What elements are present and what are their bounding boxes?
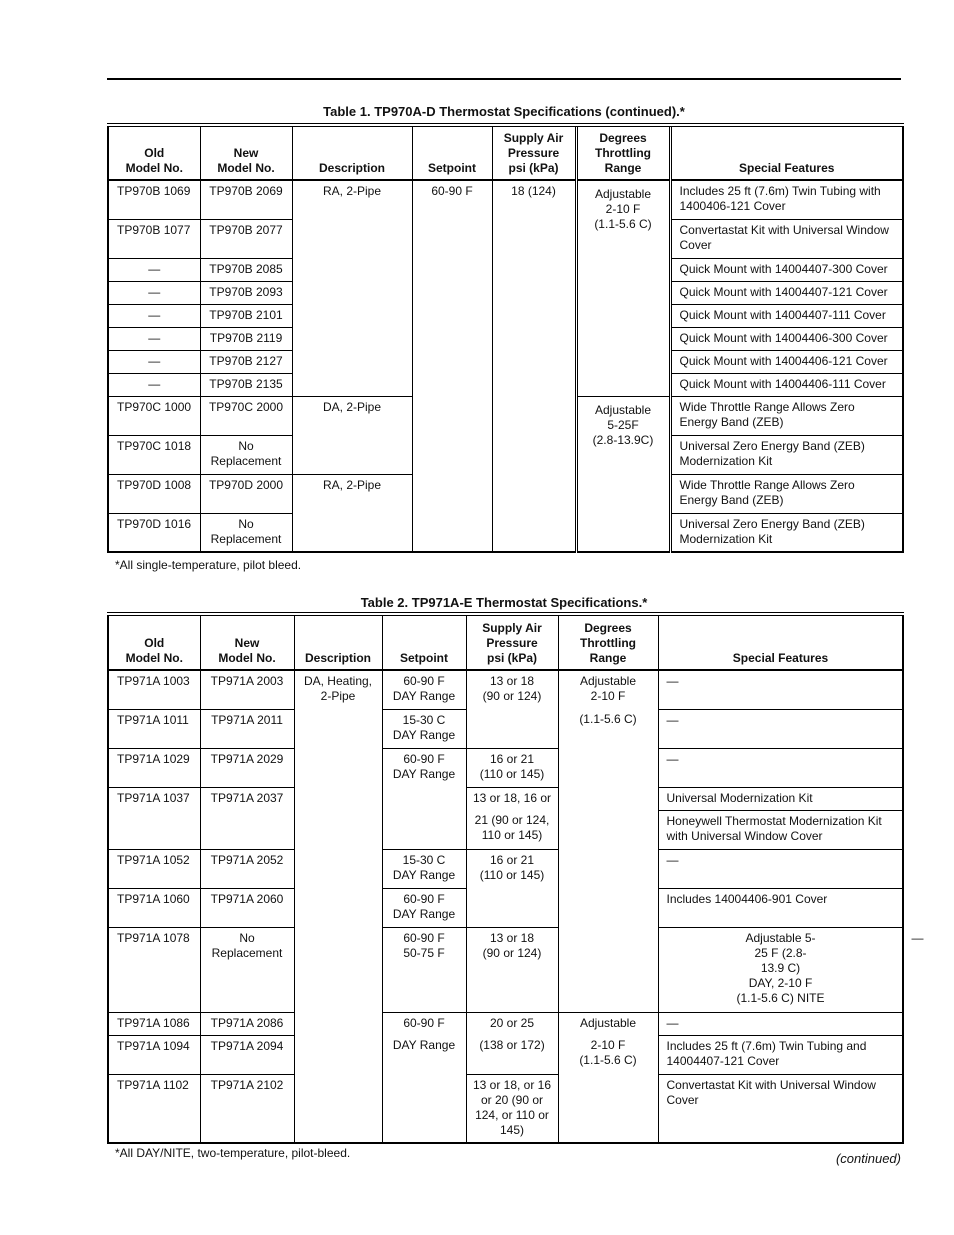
t1-old: — xyxy=(108,281,200,304)
t1-feature: Quick Mount with 14004407-300 Cover xyxy=(670,258,903,281)
t2-feature: — xyxy=(658,1012,903,1035)
t1-description: RA, 2-Pipe xyxy=(292,180,412,396)
t2-header-throttle: Degrees Throttling Range xyxy=(558,614,658,670)
t2-old: TP971A 1060 xyxy=(108,888,200,927)
t1-new: TP970B 2119 xyxy=(200,327,292,350)
t2-header-setpoint: Setpoint xyxy=(382,614,466,670)
t2-new: TP971A 2037 xyxy=(200,787,294,849)
t1-feature: Includes 25 ft (7.6m) Twin Tubing with 1400406-121 Cover xyxy=(670,180,903,219)
t1-new: TP970B 2135 xyxy=(200,373,292,396)
t2-setpoint: 60-90 F 50-75 F xyxy=(382,927,466,1012)
t2-pressure: 13 or 18 (90 or 124) xyxy=(466,927,558,1012)
t2-new: TP971A 2086 xyxy=(200,1012,294,1035)
t1-new: TP970B 2127 xyxy=(200,350,292,373)
t2-new: TP971A 2029 xyxy=(200,748,294,787)
t2-pressure: 13 or 18, or 16 or 20 (90 or 124, or 110 or 145) xyxy=(466,1074,558,1143)
t1-header-setpoint: Setpoint xyxy=(412,125,492,180)
t1-feature: Quick Mount with 14004407-121 Cover xyxy=(670,281,903,304)
t1-header-description: Description xyxy=(292,125,412,180)
t2-old: TP971A 1037 xyxy=(108,787,200,849)
t2-feature: Convertastat Kit with Universal Window Cover xyxy=(658,1074,903,1143)
t2-pressure: 16 or 21 (110 or 145) xyxy=(466,849,558,927)
table1 xyxy=(107,123,904,553)
t2-old: TP971A 1029 xyxy=(108,748,200,787)
t1-old: TP970B 1069 xyxy=(108,180,200,219)
t2-new: TP971A 2011 xyxy=(200,709,294,748)
t1-old: — xyxy=(108,373,200,396)
t2-setpoint: 60-90 F DAY Range xyxy=(382,670,466,709)
t1-old: TP970B 1077 xyxy=(108,219,200,258)
t1-new: TP970B 2085 xyxy=(200,258,292,281)
t2-feature: — xyxy=(658,670,903,709)
t2-old: TP971A 1052 xyxy=(108,849,200,888)
t2-feature: — xyxy=(658,849,903,888)
t2-setpoint: 60-90 F DAY Range xyxy=(382,748,466,849)
t1-header-new: New Model No. xyxy=(200,125,292,180)
table1-caption: Table 1. TP970A-D Thermostat Specifications (continued).* xyxy=(323,104,685,119)
t2-pressure: 20 or 25 xyxy=(466,1012,558,1035)
t1-throttle: Adjustable 2-10 F (1.1-5.6 C) xyxy=(576,180,670,396)
t2-description: DA, Heating, 2-Pipe xyxy=(294,670,382,1143)
t2-header-description: Description xyxy=(294,614,382,670)
t2-setpoint: DAY Range xyxy=(382,1035,466,1143)
t1-new: TP970B 2069 xyxy=(200,180,292,219)
top-rule xyxy=(107,78,901,80)
t2-feature: Honeywell Thermostat Modernization Kit with Universal Window Cover xyxy=(658,810,903,849)
t2-throttle: (1.1-5.6 C) xyxy=(558,709,658,1012)
t1-new: No Replacement xyxy=(200,513,292,552)
table1-footnote: *All single-temperature, pilot bleed. xyxy=(115,558,302,572)
t1-old: TP970D 1016 xyxy=(108,513,200,552)
t2-header-old: Old Model No. xyxy=(108,614,200,670)
t2-new: TP971A 2102 xyxy=(200,1074,294,1143)
t2-old: TP971A 1102 xyxy=(108,1074,200,1143)
t2-setpoint: 60-90 F DAY Range xyxy=(382,888,466,927)
t1-feature: Wide Throttle Range Allows Zero Energy Band (ZEB) xyxy=(670,396,903,435)
t2-header-features: Special Features xyxy=(658,614,903,670)
t1-feature: Convertastat Kit with Universal Window Cover xyxy=(670,219,903,258)
t2-throttle: Adjustable 2-10 F xyxy=(558,670,658,709)
t2-pressure: (138 or 172) xyxy=(466,1035,558,1074)
t1-old: — xyxy=(108,304,200,327)
t2-throttle: 2-10 F (1.1-5.6 C) xyxy=(558,1035,658,1143)
t2-new: TP971A 2094 xyxy=(200,1035,294,1074)
t2-old: TP971A 1086 xyxy=(108,1012,200,1035)
t2-header-pressure: Supply Air Pressure psi (kPa) xyxy=(466,614,558,670)
t1-throttle-wide: Adjustable 5-25F (2.8-13.9C) xyxy=(576,396,670,552)
t2-new: TP971A 2052 xyxy=(200,849,294,888)
t1-old: — xyxy=(108,327,200,350)
t1-feature: Universal Zero Energy Band (ZEB) Modernization Kit xyxy=(670,513,903,552)
t1-new: No Replacement xyxy=(200,435,292,474)
t1-feature: Quick Mount with 14004407-111 Cover xyxy=(670,304,903,327)
t1-old: — xyxy=(108,258,200,281)
t2-new: TP971A 2003 xyxy=(200,670,294,709)
t2-setpoint: 15-30 C DAY Range xyxy=(382,849,466,888)
t1-feature: Quick Mount with 14004406-111 Cover xyxy=(670,373,903,396)
t2-old: TP971A 1094 xyxy=(108,1035,200,1074)
t1-description-ra2: RA, 2-Pipe xyxy=(292,474,412,552)
t1-feature: Quick Mount with 14004406-121 Cover xyxy=(670,350,903,373)
table2: Old Model No. New Model No. Description Setpoint Supply Air Pressure psi (kPa) Degrees Throttling Range Special Features TP971A 1003 TP971A 2003 DA, Heating, 2-Pipe 60-90 F DAY Range 13 or 18 (90 or 124) Adjustable 2-10 F — TP971A 1011 TP971A 2011 15-30 C DAY Range (1.1-5.6 C) — TP971A 1029 TP971A 2029 60-90 F DAY Range 16 or 21 (110 or 145) — TP971A 1037 TP971A 2037 13 or 18, 16 or Universal Modernization Kit 21 (90 or 124, 110 or 145) Honeywell Thermostat Modernization Kit with Universal Window Cover TP971A 1052 TP971A 2052 15-30 C DAY Range 16 or 21 (110 or 145) — TP971A 1060 TP971A 2060 60-90 F DAY Range Includes 14004406-901 Cover TP971A 1078 No Replacement 60-90 F 50-75 F 13 or 18 (90 or 124) Adjustable 5- 25 F (2.8- 13.9 C) DAY, 2-10 F (1.1-5.6 C) NITE — TP971A 1086 TP971A 2086 60-90 F 20 or 25 Adjustable — TP971A 1094 TP971A 2094 DAY Range (138 or 172) 2-10 F (1.1-5.6 C) Includes 25 ft (7.6m) Twin Tubing and 14004407-121 Cover TP971A 1102 TP971A 2102 13 or 18, or 16 or 20 (90 or 124, or 110 or 145) Convertastat Kit with Universal Window Cover xyxy=(107,612,904,1144)
t1-old: TP970D 1008 xyxy=(108,474,200,513)
t1-new: TP970B 2101 xyxy=(200,304,292,327)
t2-throttle-daynite: Adjustable 5- 25 F (2.8- 13.9 C) DAY, 2-10 F (1.1-5.6 C) NITE xyxy=(658,927,903,1012)
t2-new: No Replacement xyxy=(200,927,294,1012)
t2-feature: — xyxy=(658,748,903,787)
t2-header-new: New Model No. xyxy=(200,614,294,670)
t1-old: TP970C 1018 xyxy=(108,435,200,474)
table2-caption: Table 2. TP971A-E Thermostat Specifications.* xyxy=(360,595,648,610)
t2-pressure: 16 or 21 (110 or 145) xyxy=(466,748,558,787)
t2-pressure: 13 or 18, 16 or xyxy=(466,787,558,810)
t2-new: TP971A 2060 xyxy=(200,888,294,927)
t1-new: TP970C 2000 xyxy=(200,396,292,435)
t2-setpoint: 15-30 C DAY Range xyxy=(382,709,466,748)
t1-new: TP970B 2093 xyxy=(200,281,292,304)
t2-feature: — xyxy=(658,709,903,748)
t1-feature: Wide Throttle Range Allows Zero Energy Band (ZEB) xyxy=(670,474,903,513)
t1-pressure: 18 (124) xyxy=(492,180,576,552)
t2-feature: Includes 14004406-901 Cover xyxy=(658,888,903,927)
t1-header-throttle: Degrees Throttling Range xyxy=(576,125,670,180)
t1-header-features: Special Features xyxy=(670,125,903,180)
table2-footnote: *All DAY/NITE, two-temperature, pilot-bleed. xyxy=(115,1146,351,1160)
t2-setpoint: 60-90 F xyxy=(382,1012,466,1035)
t2-old: TP971A 1078 xyxy=(108,927,200,1012)
t2-old: TP971A 1003 xyxy=(108,670,200,709)
t1-feature: Quick Mount with 14004406-300 Cover xyxy=(670,327,903,350)
t1-old: TP970C 1000 xyxy=(108,396,200,435)
t2-pressure: 13 or 18 (90 or 124) xyxy=(466,670,558,748)
t1-old: — xyxy=(108,350,200,373)
t1-new: TP970D 2000 xyxy=(200,474,292,513)
t2-throttle: Adjustable xyxy=(558,1012,658,1035)
t2-feature: Includes 25 ft (7.6m) Twin Tubing and 14004407-121 Cover xyxy=(658,1035,903,1074)
t2-feature: Universal Modernization Kit xyxy=(658,787,903,810)
t1-header-pressure: Supply Air Pressure psi (kPa) xyxy=(492,125,576,180)
t1-header-old: Old Model No. xyxy=(108,125,200,180)
t2-old: TP971A 1011 xyxy=(108,709,200,748)
t1-feature: Universal Zero Energy Band (ZEB) Modernization Kit xyxy=(670,435,903,474)
t1-setpoint: 60-90 F xyxy=(412,180,492,552)
t1-new: TP970B 2077 xyxy=(200,219,292,258)
t1-description-da: DA, 2-Pipe xyxy=(292,396,412,474)
continued-label: (continued) xyxy=(835,1151,901,1166)
t2-pressure: 21 (90 or 124, 110 or 145) xyxy=(466,810,558,849)
